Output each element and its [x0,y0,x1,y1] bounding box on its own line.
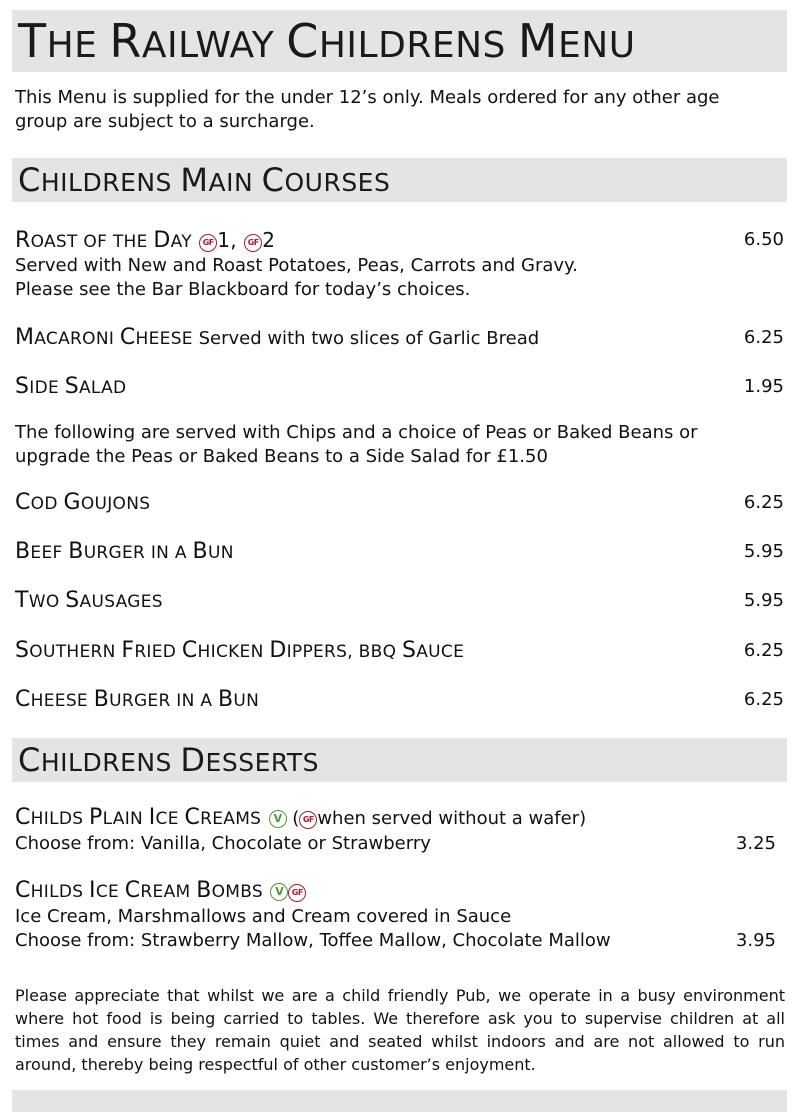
chips-note: The following are served with Chips and a choice of Peas or Baked Beans or upgrade the Peas or Baked Beans to a Side Salad for £1.50 [15,422,698,467]
gluten-free-icon: GF [199,234,217,252]
main-courses-band [12,158,787,202]
item-price: 5.95 [743,590,784,611]
menu-item-two-sausages [15,587,784,615]
desserts-heading: CHILDRENS DESSERTS [18,741,320,779]
item-price: 1.95 [743,376,784,397]
item-name: SIDE SALAD [15,374,127,399]
item-price: 3.95 [735,930,776,951]
item-note: when served without a wafer) [317,808,587,829]
title-band [12,10,787,72]
item-name: COD GOUJONS [15,490,151,515]
item-price: 6.25 [743,492,784,513]
menu-item-ice-cream-bombs [15,877,784,953]
vegetarian-icon: V [269,810,287,828]
item-price: 5.95 [743,541,784,562]
intro-text: This Menu is supplied for the under 12’s only. Meals ordered for any other age group are subject to a surcharge. [15,87,720,132]
gluten-free-icon: GF [299,811,317,829]
item-price: 6.25 [743,327,784,348]
item-name: CHEESE BURGER IN A BUN [15,687,260,712]
menu-title: THE RAILWAY CHILDRENS MENU [18,14,636,68]
gluten-free-icon: GF [244,234,262,252]
main-courses-heading: CHILDRENS MAIN COURSES [18,161,391,199]
supervision-notice: Please appreciate that whilst we are a child friendly Pub, we operate in a busy environment where hot food is being carried to tables. We therefore ask you to supervise children at all times and ensure they remain quiet and seated whilst indoors and are not allowed to run around, thereby being respectful of other customer’s enjoyment. [15,986,785,1074]
item-price: 3.25 [735,833,776,854]
item-description: Ice Cream, Marshmallows and Cream covered in Sauce [15,906,512,927]
menu-item-macaroni [15,324,784,352]
item-price: 6.25 [743,689,784,710]
item-name: CHILDS ICE CREAM BOMBS V GF [15,878,306,903]
item-description: Please see the Bar Blackboard for today’s choices. [15,279,471,300]
menu-item-chicken-dippers [15,637,784,665]
item-name: CHILDS PLAIN ICE CREAMS V ( GF when served without a wafer) [15,805,587,830]
item-description: Choose from: Strawberry Mallow, Toffee Mallow, Chocolate Mallow [15,930,611,951]
item-price: 6.25 [743,640,784,661]
menu-item-side-salad [15,373,784,401]
menu-item-roast [15,226,784,302]
desserts-band [12,738,787,782]
gluten-free-icon: GF [288,884,306,902]
item-name: ROAST OF THE DAY GF 1, GF 2 [15,228,276,253]
menu-item-cod-goujons [15,489,784,517]
item-name: MACARONI CHEESE Served with two slices of Garlic Bread [15,325,540,350]
menu-item-beef-burger [15,538,784,566]
menu-item-plain-ice-creams [15,804,784,856]
bottom-band [12,1090,787,1112]
item-name: TWO SAUSAGES [15,588,163,613]
item-description: Served with two slices of Garlic Bread [192,328,540,349]
item-price: 6.50 [743,229,784,250]
item-name: SOUTHERN FRIED CHICKEN DIPPERS, BBQ SAUCE [15,638,465,663]
menu-item-cheese-burger [15,686,784,714]
item-description: Served with New and Roast Potatoes, Peas, Carrots and Gravy. [15,255,578,276]
item-description: Choose from: Vanilla, Chocolate or Strawberry [15,833,431,854]
vegetarian-icon: V [270,883,288,901]
item-name: BEEF BURGER IN A BUN [15,539,234,564]
